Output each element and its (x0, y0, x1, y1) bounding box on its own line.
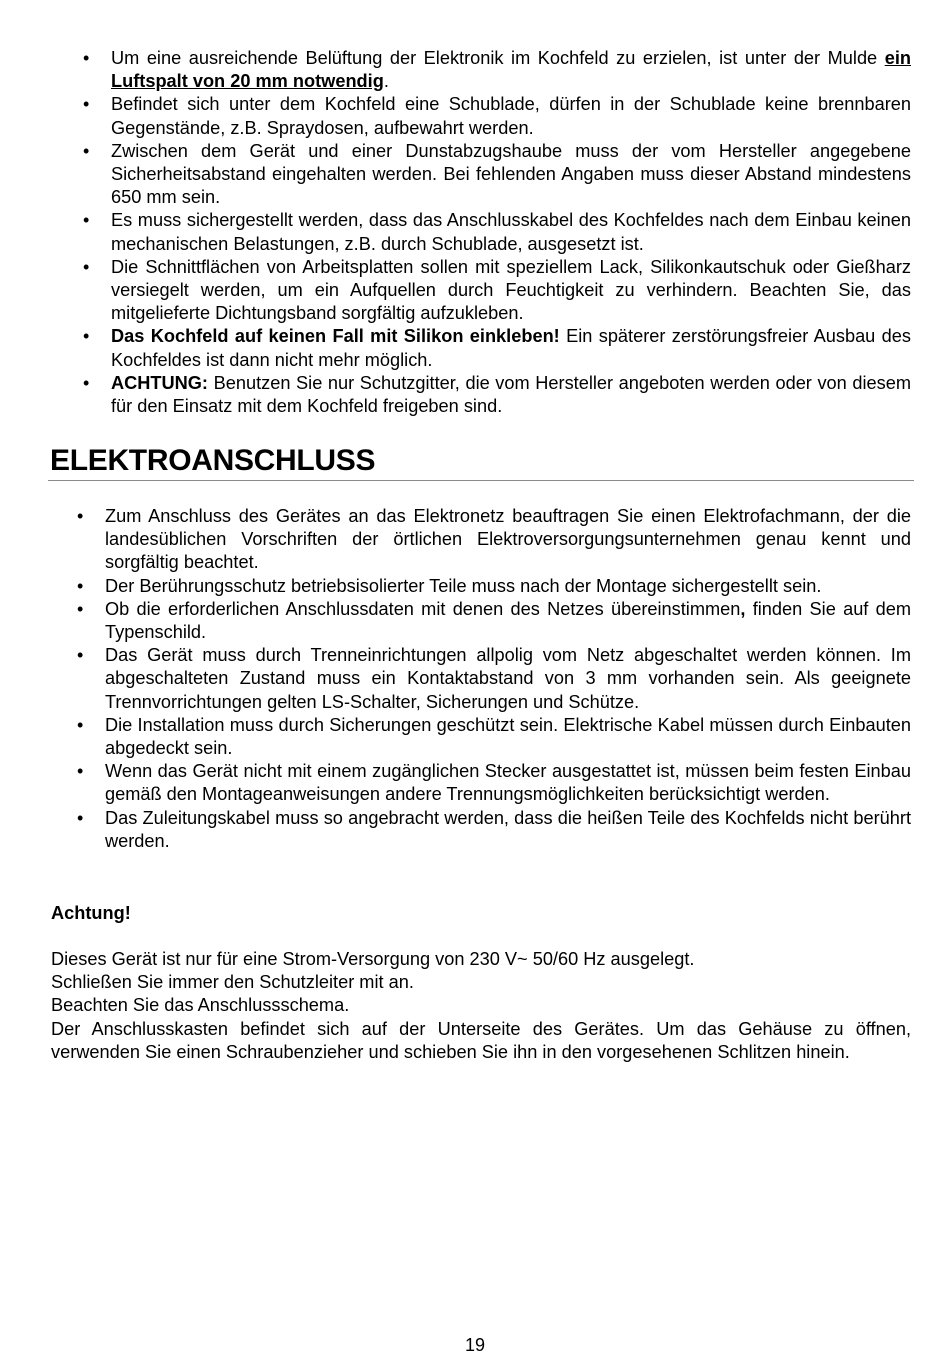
list-item (74, 807, 911, 853)
paragraph-line: Der Anschlusskasten befindet sich auf der Unterseite des Gerätes. Um das Gehäuse zu öffnen, verwenden Sie einen Schraubenzieher und schieben Sie ihn in den vorgesehenen Schlitzen hinein. (51, 1018, 911, 1062)
bullet-icon: • (77, 761, 84, 782)
bullet-icon: • (83, 210, 90, 231)
list-item (74, 644, 911, 714)
safety-instructions-list (80, 47, 911, 418)
bullet-icon: • (83, 372, 90, 393)
item-text: Das Gerät muss durch Trenneinrichtungen allpolig vom Netz abgeschaltet werden können. Im abgeschalteten Zustand muss ein Kontaktabstand von 3 mm vorhanden sein. Als geeignete Trennvorrichtungen gelten LS-Schalter, Sicherungen und Schütze. (105, 645, 911, 712)
item-text: Der Berührungsschutz betriebsisolierter Teile muss nach der Montage sichergestellt sein. (105, 575, 822, 596)
item-text: Zwischen dem Gerät und einer Dunstabzugshaube muss der vom Hersteller angegebene Sicherheitsabstand eingehalten werden. Bei fehlenden Angaben muss dieser Abstand mindestens 650 mm sein. (111, 140, 911, 208)
electrical-connection-list (74, 505, 911, 853)
list-item (80, 93, 911, 139)
bullet-icon: • (77, 598, 84, 619)
list-item (80, 325, 911, 371)
list-item (80, 140, 911, 210)
list-item (80, 209, 911, 255)
list-item (80, 372, 911, 418)
item-text: Die Installation muss durch Sicherungen geschützt sein. Elektrische Kabel müssen durch Einbauten abgedeckt sein. (105, 714, 911, 759)
list-item (80, 47, 911, 93)
item-text: Um eine ausreichende Belüftung der Elektronik im Kochfeld zu erzielen, ist unter der Mulde (111, 48, 885, 68)
bullet-icon: • (77, 714, 84, 735)
connection-notes (51, 948, 911, 1064)
item-text: Ob die erforderlichen Anschlussdaten mit denen des Netzes übereinstimmen (105, 598, 741, 619)
paragraph-line: Schließen Sie immer den Schutzleiter mit an. (51, 972, 414, 993)
item-text: Die Schnittflächen von Arbeitsplatten sollen mit speziellem Lack, Silikonkautschuk oder Gießharz versiegelt werden, um ein Aufquellen durch Feuchtigkeit zu verhindern. Beachten Sie, das mitgelieferte Dichtungsband sorgfältig aufzukleben. (111, 256, 911, 324)
item-text: Es muss sichergestellt werden, dass das Anschlusskabel des Kochfeldes nach dem Einbau keinen mechanischen Belastungen, z.B. durch Schublade, ausgesetzt ist. (111, 210, 911, 254)
bullet-icon: • (77, 575, 84, 596)
item-text: finden Sie auf dem Typenschild. (105, 598, 912, 643)
item-text: Benutzen Sie nur Schutzgitter, die vom Hersteller angeboten werden oder von diesem für den Einsatz mit dem Kochfeld freigeben sind. (111, 372, 911, 417)
paragraph-line: Dieses Gerät ist nur für eine Strom-Versorgung von 230 V~ 50/60 Hz ausgelegt. (51, 949, 695, 969)
bullet-icon: • (83, 256, 90, 277)
bullet-icon: • (77, 807, 84, 828)
bullet-icon: • (83, 326, 90, 347)
paragraph-line: Beachten Sie das Anschlussschema. (51, 995, 350, 1016)
list-item (74, 575, 911, 598)
list-item (74, 505, 911, 575)
item-text: . (383, 71, 389, 92)
list-item (74, 760, 911, 806)
list-item (80, 256, 911, 326)
emphasized-text: Das Kochfeld auf keinen Fall mit Silikon einkleben! (111, 326, 560, 347)
item-text: Ein späterer zerstörungsfreier Ausbau des Kochfeldes ist dann nicht mehr möglich. (111, 326, 911, 370)
bullet-icon: • (77, 506, 84, 526)
section-heading: ELEKTROANSCHLUSS (50, 444, 376, 477)
emphasized-text: ein Luftspalt von 20 mm notwendig (111, 48, 911, 92)
item-text: Zum Anschluss des Gerätes an das Elektronetz beauftragen Sie einen Elektrofachmann, der die landesüblichen Vorschriften der örtlichen Elektroversorgungsunternehmen genau kennt und sorgfältig beachtet. (105, 506, 911, 573)
item-text: Befindet sich unter dem Kochfeld eine Schublade, dürfen in der Schublade keine brennbaren Gegenstände, z.B. Spraydosen, aufbewahrt werden. (111, 94, 911, 138)
warning-label: Achtung! (51, 903, 131, 923)
bullet-icon: • (77, 645, 84, 666)
item-text: Wenn das Gerät nicht mit einem zugänglichen Stecker ausgestattet ist, müssen beim festen Einbau gemäß den Montageanweisungen andere Trennungsmöglichkeiten berücksichtigt werden. (105, 761, 911, 805)
emphasized-text: , (740, 598, 746, 619)
list-item (74, 714, 911, 760)
bullet-icon: • (83, 94, 90, 115)
bullet-icon: • (83, 140, 90, 161)
heading-divider (48, 480, 914, 481)
page-number: 19 (464, 1335, 486, 1355)
emphasized-text: ACHTUNG: (111, 372, 208, 393)
bullet-icon: • (83, 48, 90, 68)
list-item (74, 598, 911, 644)
item-text: Das Zuleitungskabel muss so angebracht werden, dass die heißen Teile des Kochfelds nicht berührt werden. (105, 807, 911, 851)
